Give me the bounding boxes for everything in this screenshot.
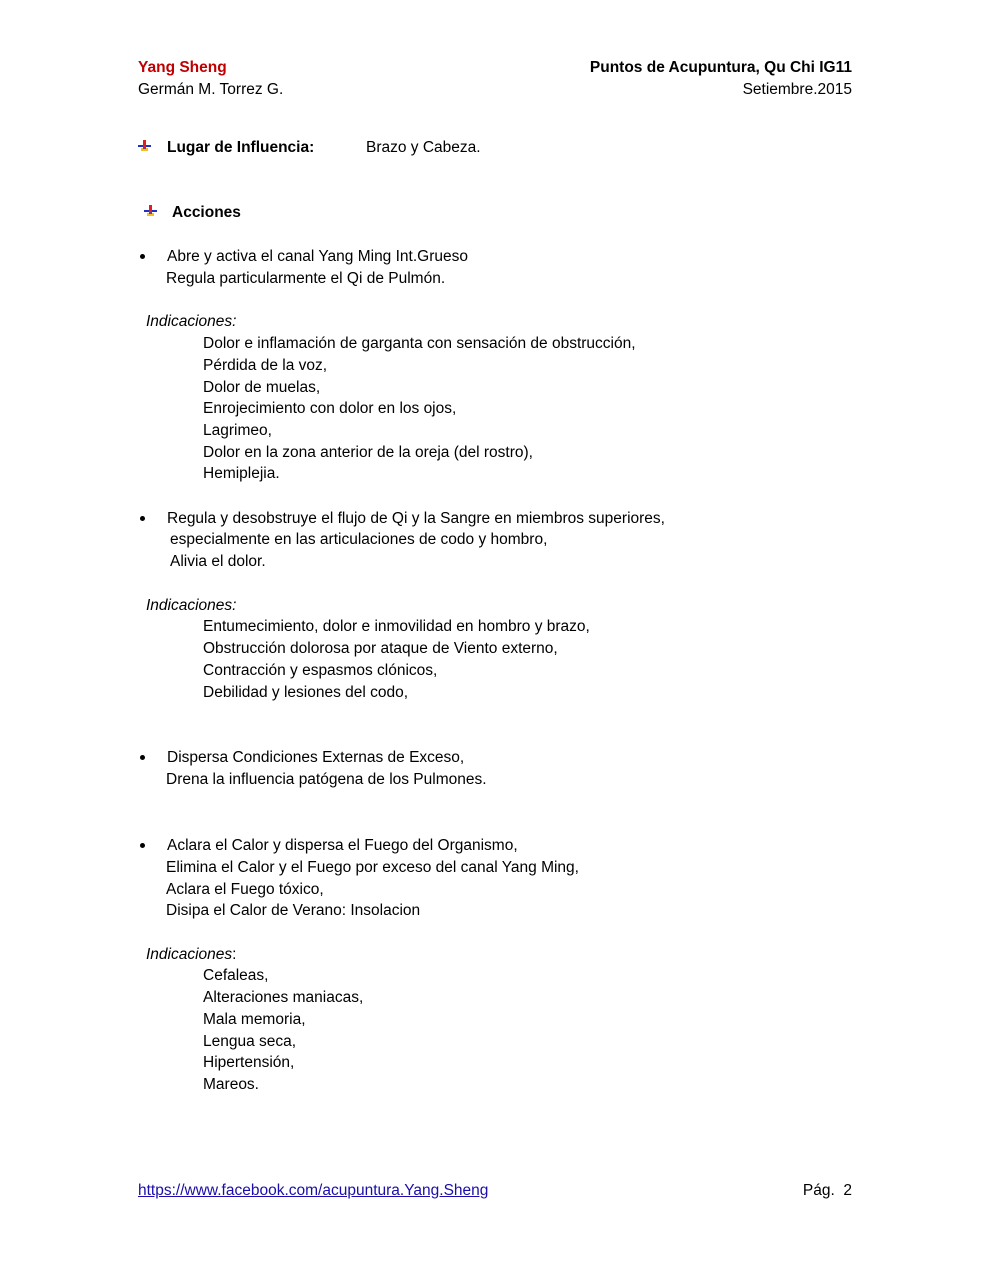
indications-label: Indicaciones: — [146, 597, 237, 614]
indication-item: Mareos. — [203, 1076, 259, 1093]
indication-item: Dolor en la zona anterior de la oreja (del rostro), — [203, 444, 533, 461]
indication-item: Cefaleas, — [203, 967, 269, 984]
indications-label: Indicaciones: — [146, 313, 237, 330]
action-line: Aclara el Calor y dispersa el Fuego del Organismo, — [167, 837, 518, 854]
indication-item: Hipertensión, — [203, 1054, 295, 1071]
action-line: Elimina el Calor y el Fuego por exceso del canal Yang Ming, — [166, 859, 579, 876]
indication-item: Dolor de muelas, — [203, 379, 321, 396]
header-author: Germán M. Torrez G. — [138, 81, 284, 98]
action-line: Regula particularmente el Qi de Pulmón. — [166, 270, 446, 287]
header-brand: Yang Sheng — [138, 59, 227, 76]
action-line: Disipa el Calor de Verano: Insolacion — [166, 902, 421, 919]
bullet-dot — [140, 516, 145, 521]
indication-item: Pérdida de la voz, — [203, 357, 328, 374]
indication-item: Mala memoria, — [203, 1011, 306, 1028]
actions-heading: Acciones — [172, 204, 241, 221]
indication-item: Alteraciones maniacas, — [203, 989, 364, 1006]
indication-item: Contracción y espasmos clónicos, — [203, 662, 438, 679]
indications-label-colon: : — [232, 946, 237, 963]
indication-item: Hemiplejia. — [203, 465, 280, 482]
bullet-dot — [140, 755, 145, 760]
influence-label: Lugar de Influencia: — [167, 139, 315, 156]
footer-page-number: Pág. 2 — [802, 1182, 852, 1199]
bullet-dot — [140, 254, 145, 259]
action-line: Regula y desobstruye el flujo de Qi y la Sangre en miembros superiores, — [167, 510, 665, 527]
indication-item: Lagrimeo, — [203, 422, 272, 439]
footer-facebook-link[interactable]: https://www.facebook.com/acupuntura.Yang.Sheng — [138, 1182, 489, 1199]
header-doc-title: Puntos de Acupuntura, Qu Chi IG11 — [589, 59, 852, 76]
indication-item: Enrojecimiento con dolor en los ojos, — [203, 400, 457, 417]
influence-value: Brazo y Cabeza. — [366, 139, 481, 156]
indications-label-text: Indicaciones — [146, 946, 233, 963]
action-line: Alivia el dolor. — [170, 553, 266, 570]
indication-item: Debilidad y lesiones del codo, — [203, 684, 409, 701]
header-date: Setiembre.2015 — [742, 81, 852, 98]
indications-label — [146, 945, 236, 965]
action-line: Abre y activa el canal Yang Ming Int.Grueso — [167, 248, 468, 265]
action-line: Dispersa Condiciones Externas de Exceso, — [167, 749, 465, 766]
indication-item: Dolor e inflamación de garganta con sensación de obstrucción, — [203, 335, 636, 352]
action-line: Aclara el Fuego tóxico, — [166, 881, 324, 898]
action-line: Drena la influencia patógena de los Pulmones. — [166, 771, 487, 788]
indication-item: Lengua seca, — [203, 1033, 297, 1050]
bullet-marker-icon — [137, 139, 152, 154]
bullet-marker-icon — [143, 204, 158, 219]
bullet-dot — [140, 843, 145, 848]
action-line: especialmente en las articulaciones de codo y hombro, — [170, 531, 548, 548]
indication-item: Entumecimiento, dolor e inmovilidad en hombro y brazo, — [203, 618, 590, 635]
indication-item: Obstrucción dolorosa por ataque de Viento externo, — [203, 640, 558, 657]
